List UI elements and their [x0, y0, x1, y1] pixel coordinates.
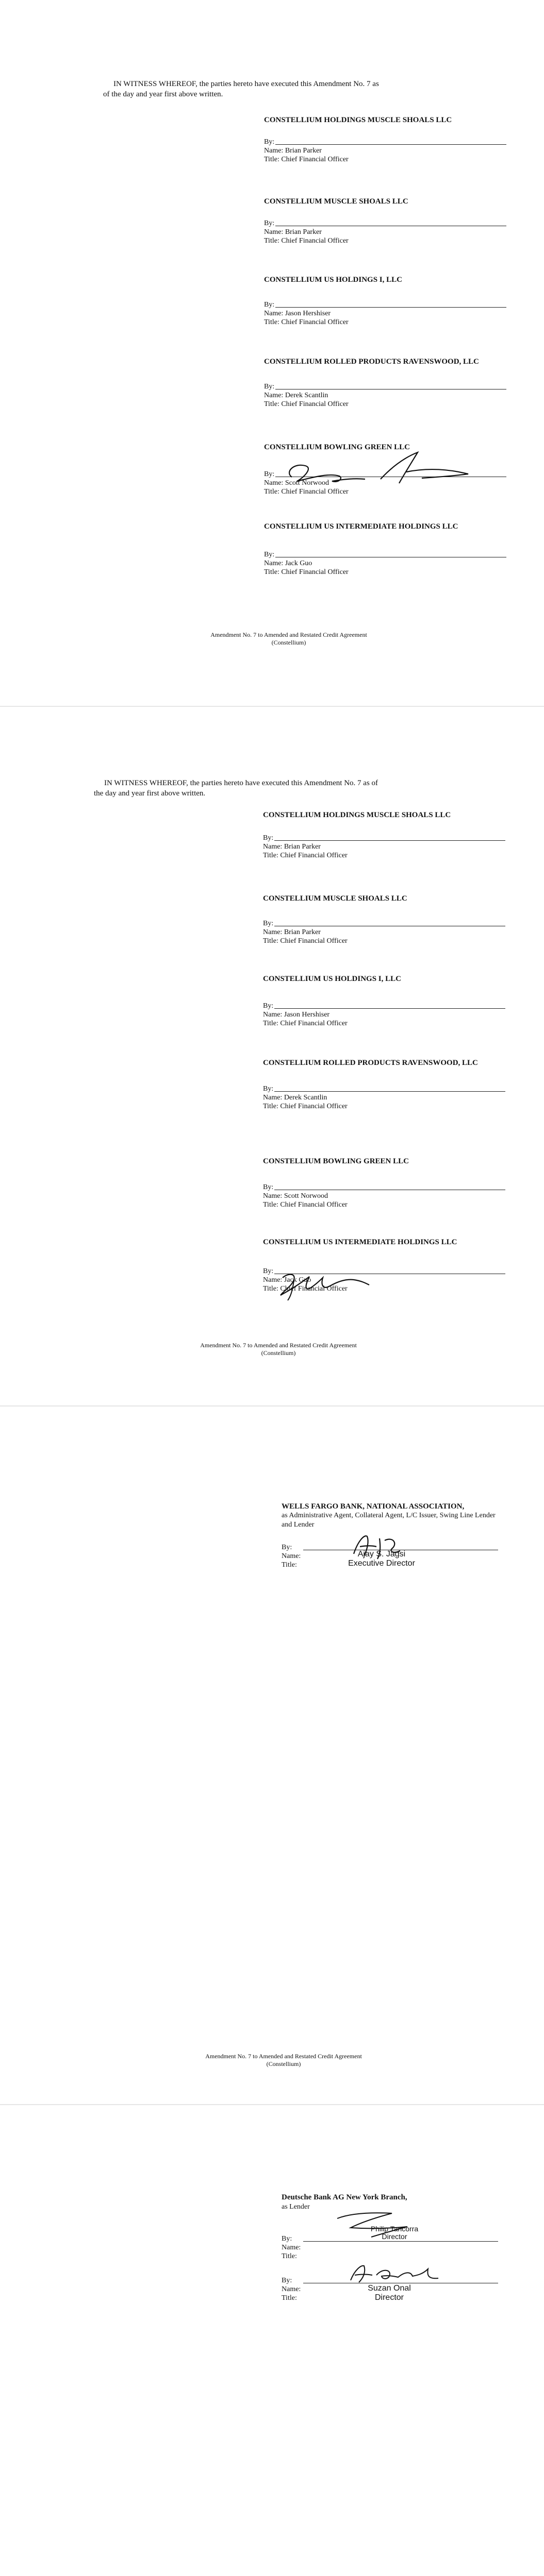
- entity-name: CONSTELLIUM ROLLED PRODUCTS RAVENSWOOD, LLC: [264, 358, 479, 366]
- signer-name: Name: Jack Guo: [264, 560, 312, 567]
- signer-name: Name: Scott Norwood: [264, 479, 329, 487]
- signer-title: Title: Chief Financial Officer: [263, 1103, 348, 1110]
- by-label: By:: [263, 1183, 274, 1191]
- signer-title: Title: Chief Financial Officer: [264, 568, 349, 576]
- signature-block-ravenswood: [264, 357, 506, 409]
- footer-line-1: Amendment No. 7 to Amended and Restated Credit Agreement: [200, 1342, 357, 1349]
- page-3: [0, 1406, 544, 2104]
- signer-name: Name: Derek Scantlin: [263, 1094, 327, 1101]
- signer-title: Title: Chief Financial Officer: [264, 318, 349, 326]
- by-label: By:: [263, 920, 274, 927]
- signature-line: [264, 382, 506, 391]
- deutsche-signer-2-title: Director: [374, 2293, 404, 2302]
- title-label: Title:: [282, 2294, 297, 2302]
- name-label: Name:: [282, 2244, 301, 2251]
- signature-rule: [274, 1008, 505, 1009]
- footer-line-2: (Constellium): [261, 1349, 296, 1357]
- signature-line: [264, 219, 506, 228]
- page-1: [0, 0, 544, 706]
- name-label: Name:: [282, 1552, 301, 1560]
- entity-name: CONSTELLIUM MUSCLE SHOALS LLC: [264, 197, 408, 206]
- signer-title: Title: Chief Financial Officer: [263, 1285, 348, 1293]
- title-row: [282, 2252, 498, 2261]
- signature-line: [264, 550, 506, 559]
- signature-rule: [275, 307, 506, 308]
- deutsche-signer-1-name: Philip Tancorra: [370, 2225, 419, 2233]
- signer-title: Title: Chief Financial Officer: [263, 1201, 348, 1209]
- signer-name: Name: Jack Guo: [263, 1276, 311, 1284]
- signature-rule: [275, 144, 506, 145]
- signer-title: Title: Chief Financial Officer: [263, 937, 348, 945]
- signature-line: [264, 470, 506, 479]
- signer-name: Name: Brian Parker: [264, 228, 322, 236]
- signature-line: [263, 1002, 505, 1010]
- page-footer: [129, 631, 449, 647]
- by-label: By:: [264, 301, 275, 309]
- signature-block-us-holdings-i: [264, 275, 506, 327]
- by-label: By:: [282, 2277, 292, 2284]
- witness-paragraph: IN WITNESS WHEREOF, the parties hereto have executed this Amendment No. 7 as of the day and year first above written.: [103, 80, 379, 98]
- by-label: By:: [263, 834, 274, 842]
- by-label: By:: [264, 470, 275, 478]
- footer-line-2: (Constellium): [266, 2060, 301, 2067]
- page-2: [0, 707, 544, 1405]
- title-label: Title:: [282, 1561, 297, 1569]
- signature-block-us-holdings-i: [263, 974, 505, 1028]
- entity-name: CONSTELLIUM US INTERMEDIATE HOLDINGS LLC: [264, 522, 458, 531]
- by-label: By:: [263, 1085, 274, 1093]
- by-label: By:: [282, 2235, 292, 2243]
- signature-block-bowling-green: [263, 1156, 505, 1209]
- by-label: By:: [264, 551, 275, 558]
- entity-name: CONSTELLIUM BOWLING GREEN LLC: [263, 1157, 409, 1165]
- page-4: [0, 2105, 544, 2576]
- by-label: By:: [282, 1544, 292, 1551]
- page-footer: [119, 1342, 438, 1357]
- title-label: Title:: [282, 2252, 297, 2260]
- deutsche-signer-2-name: Suzan Onal: [368, 2284, 411, 2293]
- entity-name: CONSTELLIUM HOLDINGS MUSCLE SHOALS LLC: [263, 811, 451, 819]
- signature-block-us-intermediate-holdings: [264, 521, 506, 577]
- name-label: Name:: [282, 2285, 301, 2293]
- signer-title: Title: Chief Financial Officer: [264, 400, 349, 408]
- signer-title: Title: Chief Financial Officer: [263, 1020, 348, 1027]
- signer-name: Name: Jason Hershiser: [263, 1011, 330, 1019]
- signature-block-muscle-shoals: [264, 196, 506, 245]
- page-footer: [124, 2053, 443, 2068]
- signature-block-muscle-shoals: [263, 893, 505, 945]
- entity-name: CONSTELLIUM US HOLDINGS I, LLC: [263, 975, 401, 983]
- witness-paragraph: IN WITNESS WHEREOF, the parties hereto have executed this Amendment No. 7 as of the day and year first above written.: [94, 779, 378, 798]
- wells-fargo-signer-name: Ajay S. Jagsi: [357, 1550, 406, 1558]
- signer-title: Title: Chief Financial Officer: [264, 237, 349, 245]
- footer-line-1: Amendment No. 7 to Amended and Restated Credit Agreement: [205, 2053, 362, 2060]
- signature-block-muscle-shoals-holdings: [263, 810, 505, 860]
- signature-line: [264, 300, 506, 309]
- signature-line: [263, 1267, 505, 1276]
- signature-block-muscle-shoals-holdings: [264, 115, 506, 164]
- entity-name: CONSTELLIUM MUSCLE SHOALS LLC: [263, 894, 407, 903]
- signer-title: Title: Chief Financial Officer: [263, 852, 348, 859]
- signature-line: [263, 834, 505, 842]
- signer-title: Title: Chief Financial Officer: [264, 156, 349, 163]
- signature-rule: [303, 2241, 498, 2242]
- lender-name: Deutsche Bank AG New York Branch,: [282, 2193, 407, 2201]
- signer-name: Name: Brian Parker: [263, 928, 321, 936]
- signature-line: [264, 138, 506, 146]
- entity-name: CONSTELLIUM US HOLDINGS I, LLC: [264, 276, 402, 284]
- entity-name: CONSTELLIUM ROLLED PRODUCTS RAVENSWOOD, LLC: [263, 1059, 478, 1067]
- name-row: [282, 2243, 498, 2252]
- signature-block-ravenswood: [263, 1058, 505, 1111]
- entity-name: CONSTELLIUM US INTERMEDIATE HOLDINGS LLC: [263, 1238, 457, 1246]
- signature-rule: [274, 1091, 505, 1092]
- lender-role: as Lender: [282, 2203, 310, 2211]
- by-label: By:: [264, 219, 275, 227]
- wells-fargo-signer-title: Executive Director: [348, 1559, 415, 1568]
- signature-block-us-intermediate-holdings: [263, 1237, 505, 1293]
- signer-name: Name: Brian Parker: [263, 843, 321, 851]
- signer-title: Title: Chief Financial Officer: [264, 488, 349, 496]
- signature-line: [263, 919, 505, 928]
- by-label: By:: [263, 1267, 274, 1275]
- signer-name: Name: Derek Scantlin: [264, 392, 328, 399]
- signature-rule: [274, 840, 505, 841]
- signer-name: Name: Jason Hershiser: [264, 310, 331, 317]
- footer-line-1: Amendment No. 7 to Amended and Restated Credit Agreement: [210, 631, 367, 638]
- deutsche-signer-1-title: Director: [382, 2232, 407, 2241]
- signature-block-bowling-green: [264, 442, 506, 496]
- signature-line: [263, 1084, 505, 1093]
- lender-name: WELLS FARGO BANK, NATIONAL ASSOCIATION,: [282, 1502, 465, 1511]
- by-label: By:: [263, 1002, 274, 1010]
- footer-line-2: (Constellium): [271, 639, 306, 646]
- by-label: By:: [264, 138, 275, 146]
- by-label: By:: [264, 383, 275, 391]
- lender-role: as Administrative Agent, Collateral Agent, L/C Issuer, Swing Line Lender and Lender: [282, 1512, 496, 1529]
- entity-name: CONSTELLIUM HOLDINGS MUSCLE SHOALS LLC: [264, 116, 452, 124]
- signer-name: Name: Brian Parker: [264, 147, 322, 155]
- signer-name: Name: Scott Norwood: [263, 1192, 328, 1200]
- signature-line: [263, 1183, 505, 1192]
- entity-name: CONSTELLIUM BOWLING GREEN LLC: [264, 443, 410, 451]
